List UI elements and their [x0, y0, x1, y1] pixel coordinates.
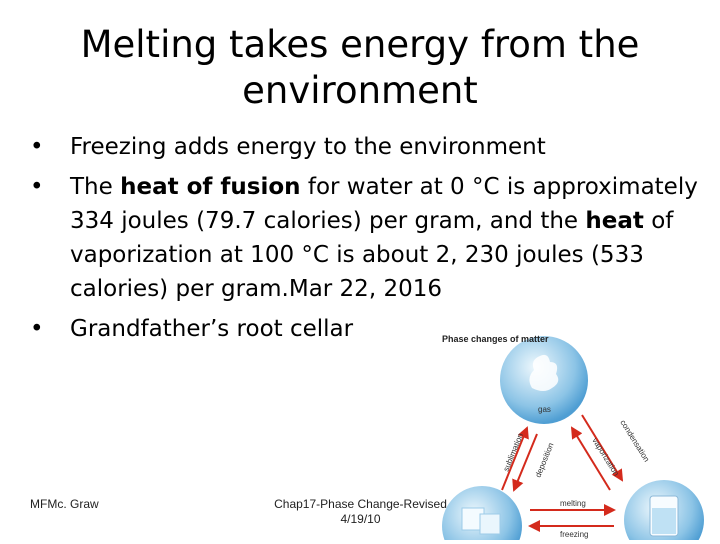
footer-center	[268, 497, 453, 527]
phase-diagram-svg	[432, 330, 720, 540]
sublimation-label: sublimation	[501, 431, 526, 473]
bullet-list	[30, 130, 700, 352]
figure-title: Phase changes of matter	[442, 334, 549, 344]
bullet-item	[30, 130, 700, 164]
vaporization-label: vaporization	[590, 436, 621, 478]
slide-title	[40, 22, 680, 114]
footer-chapter: Chap17-Phase Change-Revised	[274, 497, 447, 511]
deposition-label: deposition	[533, 441, 556, 479]
bullet-text-part: of vaporization at 100 °C is about 2, 230 joules (533 calories) per gram.Mar 22, 2016	[70, 208, 674, 302]
melting-label: melting	[560, 499, 586, 508]
bullet-marker: •	[30, 174, 44, 200]
freezing-label: freezing	[560, 530, 589, 539]
condensation-label: condensation	[618, 418, 652, 464]
ice-cube-icon	[480, 514, 500, 534]
phase-change-figure	[432, 330, 720, 540]
footer-author: MFMc. Graw	[30, 497, 99, 511]
bullet-marker: •	[30, 316, 44, 342]
gas-label: gas	[538, 405, 551, 414]
footer-date: 4/19/10	[340, 512, 381, 526]
water-fill	[652, 508, 676, 534]
bold-term-heat: heat	[585, 208, 644, 234]
bullet-marker: •	[30, 134, 44, 160]
bullet-item	[30, 170, 700, 306]
bold-term-heat-of-fusion: heat of fusion	[120, 174, 301, 200]
bullet-text: Freezing adds energy to the environment	[70, 134, 546, 160]
bullet-text-part: for water at 0 °C is approximately 334 joules (79.7 calories) per gram, and the	[70, 174, 698, 234]
title-line-1: Melting takes energy from the	[80, 23, 640, 66]
title-line-2: environment	[242, 69, 478, 112]
bullet-text: Grandfather’s root cellar	[70, 316, 354, 342]
bullet-text-part: The	[70, 174, 121, 200]
